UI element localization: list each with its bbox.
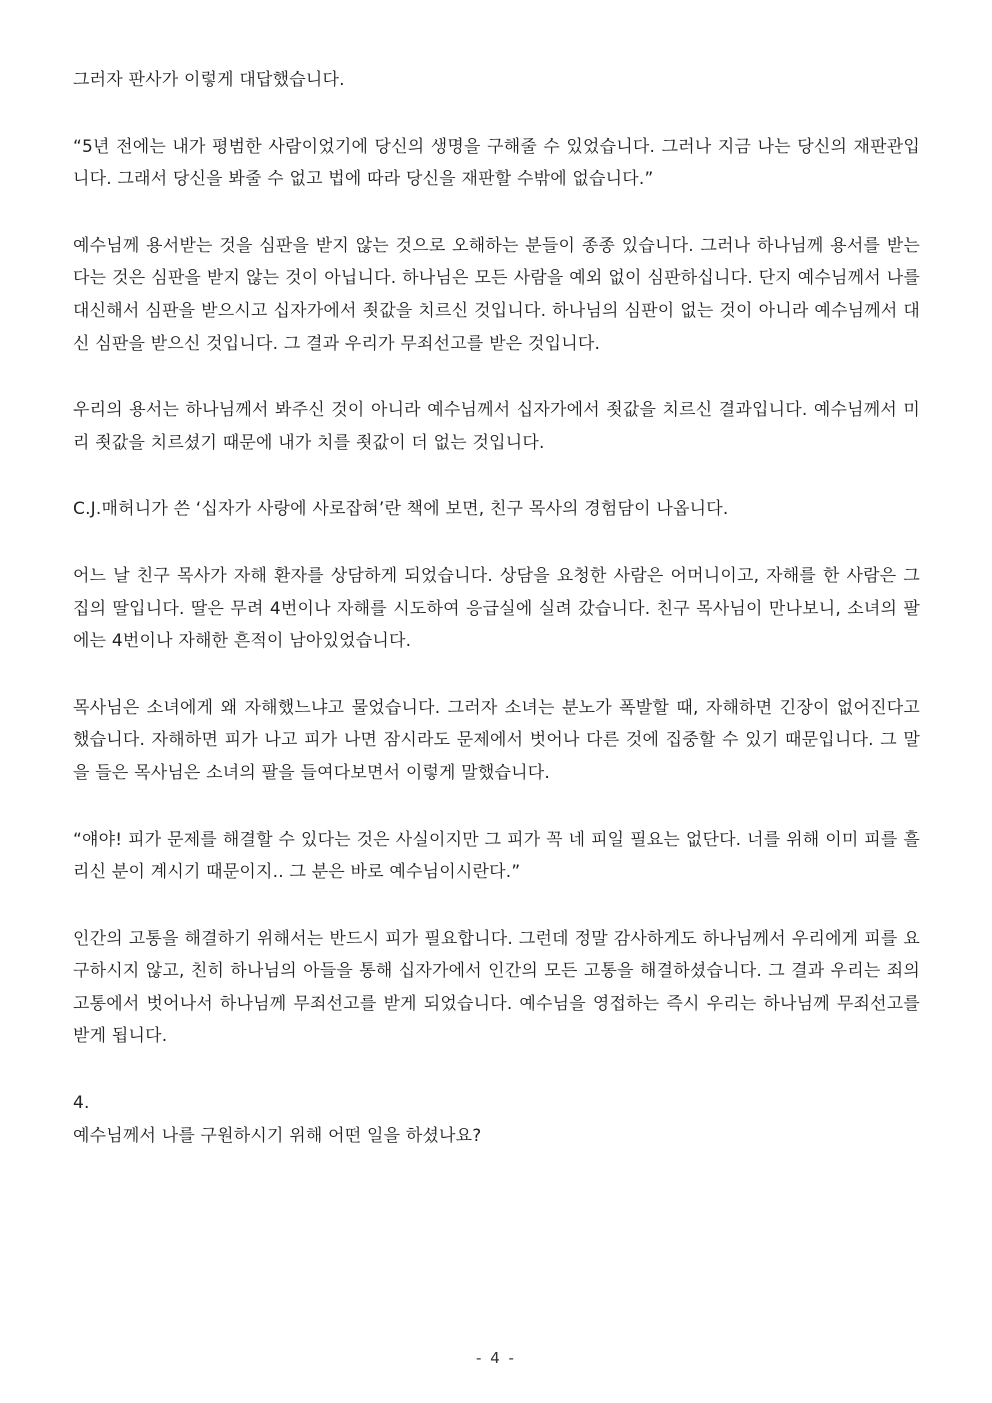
paragraph-forgiveness-result: 우리의 용서는 하나님께서 봐주신 것이 아니라 예수님께서 십자가에서 죗값을 치르신 결과입니다. 예수님께서 미리 죗값을 치르셨기 때문에 내가 치를 죗값이 더 없는 것입니다. bbox=[73, 400, 920, 453]
question-text: 예수님께서 나를 구원하시기 위해 어떤 일을 하셨나요? bbox=[73, 1125, 482, 1146]
page-number: - 4 - bbox=[476, 1349, 516, 1367]
question-number: 4. bbox=[73, 1093, 90, 1114]
paragraph-conclusion: 인간의 고통을 해결하기 위해서는 반드시 피가 필요합니다. 그런데 정말 감사하게도 하나님께서 우리에게 피를 요구하시지 않고, 친히 하나님의 아들을 통해 십자가에서 인간의 모든 고통을 해결하셨습니다. 그 결과 우리는 죄의 고통에서 벗어나서 하나님께 무죄선고를 받게 되었습니다. 예수님을 영접하는 즉시 우리는 하나님께 무죄선고를 받게 됩니다. bbox=[73, 928, 920, 1047]
paragraph-forgiveness-misunderstanding: 예수님께 용서받는 것을 심판을 받지 않는 것으로 오해하는 분들이 종종 있습니다. 그러나 하나님께 용서를 받는다는 것은 심판을 받지 않는 것이 아닙니다. 하나님은 모든 사람을 예외 없이 심판하십니다. 단지 예수님께서 나를 대신해서 심판을 받으시고 십자가에서 죗값을 치르신 것입니다. 하나님의 심판이 없는 것이 아니라 예수님께서 대신 심판을 받으신 것입니다. 그 결과 우리가 무죄선고를 받은 것입니다. bbox=[73, 235, 920, 354]
paragraph-pastor-quote: “얘야! 피가 문제를 해결할 수 있다는 것은 사실이지만 그 피가 꼭 네 피일 필요는 없단다. 너를 위해 이미 피를 흘리신 분이 계시기 때문이지.. 그 분은 바로 예수님이시란다.” bbox=[73, 829, 920, 883]
paragraph-book-reference: C.J.매허니가 쓴 ‘십자가 사랑에 사로잡혀’란 책에 보면, 친구 목사의 경험담이 나옵니다. bbox=[73, 499, 729, 520]
paragraph-pastor-question: 목사님은 소녀에게 왜 자해했느냐고 물었습니다. 그러자 소녀는 분노가 폭발할 때, 자해하면 긴장이 없어진다고 했습니다. 자해하면 피가 나고 피가 나면 잠시라도 문제에서 벗어나 다른 것에 집중할 수 있기 때문입니다. 그 말을 들은 목사님은 소녀의 팔을 들여다보면서 이렇게 말했습니다. bbox=[73, 697, 920, 783]
document-body bbox=[73, 64, 920, 1152]
paragraph-judge-quote: “5년 전에는 내가 평범한 사람이었기에 당신의 생명을 구해줄 수 있었습니다. 그러나 지금 나는 당신의 재판관입니다. 그래서 당신을 봐줄 수 없고 법에 따라 당신을 재판할 수밖에 없습니다.” bbox=[73, 136, 920, 190]
paragraph-judge-answer: 그러자 판사가 이렇게 대답했습니다. bbox=[73, 70, 345, 90]
paragraph-counseling-story: 어느 날 친구 목사가 자해 환자를 상담하게 되었습니다. 상담을 요청한 사람은 어머니이고, 자해를 한 사람은 그 집의 딸입니다. 딸은 무려 4번이나 자해를 시도하여 응급실에 실려 갔습니다. 친구 목사님이 만나보니, 소녀의 팔에는 4번이나 자해한 흔적이 남아있었습니다. bbox=[73, 565, 920, 652]
